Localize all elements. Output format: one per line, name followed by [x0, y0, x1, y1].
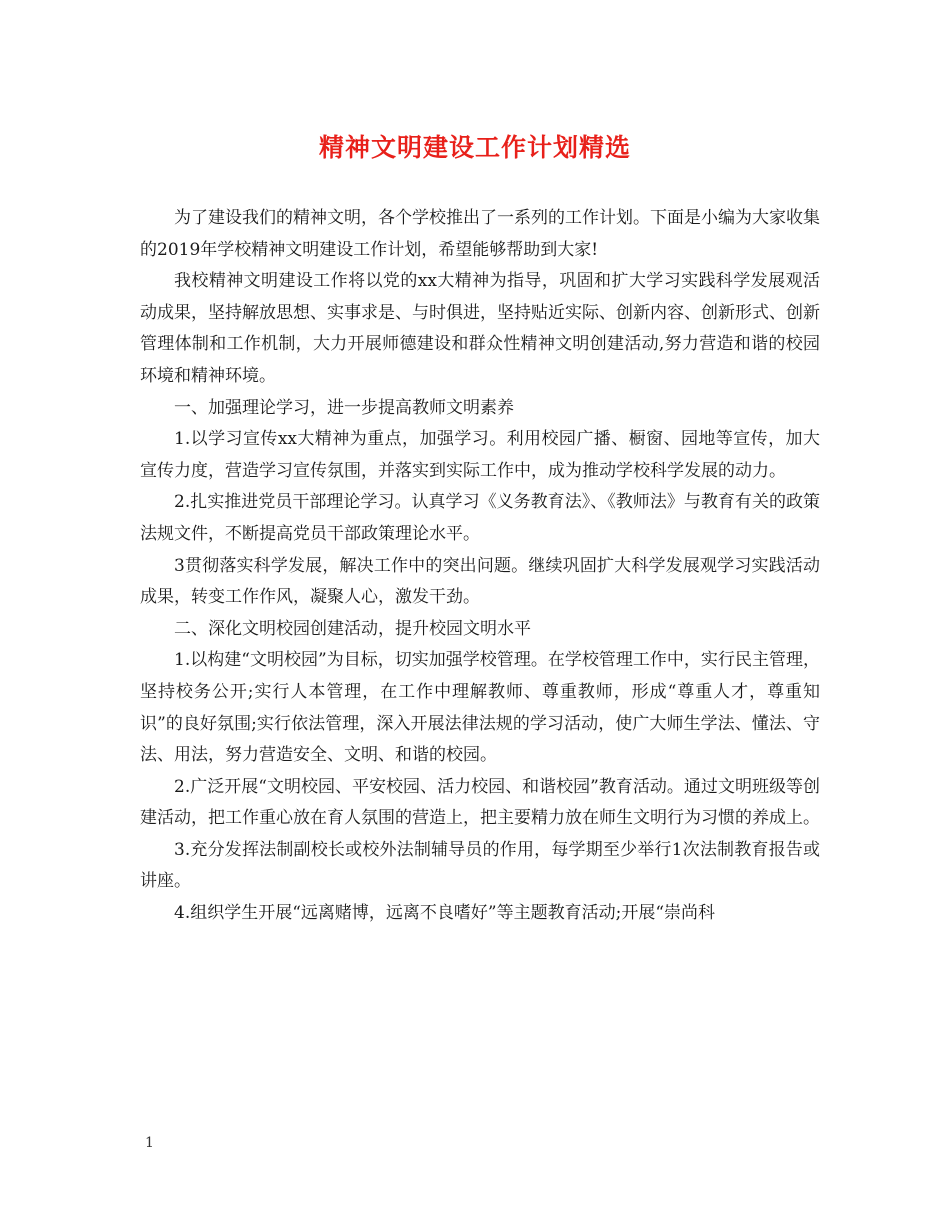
paragraph-item: 1.以学习宣传xx大精神为重点，加强学习。利用校园广播、橱窗、园地等宣传，加大宣传力度，营造学习宣传氛围，并落实到实际工作中，成为推动学校科学发展的动力。	[140, 429, 820, 481]
document-title: 精神文明建设工作计划精选	[318, 133, 631, 162]
paragraph-intro: 为了建设我们的精神文明，各个学校推出了一系列的工作计划。下面是小编为大家收集的2019年学校精神文明建设工作计划，希望能够帮助到大家!	[140, 208, 820, 260]
paragraph-item: 2.扎实推进党员干部理论学习。认真学习《义务教育法》、《教师法》与教育有关的政策法规文件，不断提高党员干部政策理论水平。	[140, 492, 820, 544]
document-body	[140, 203, 820, 930]
section-heading-2: 二、深化文明校园创建活动，提升校园文明水平	[174, 618, 531, 639]
paragraph-item: 3.充分发挥法制副校长或校外法制辅导员的作用，每学期至少举行1次法制教育报告或讲座。	[140, 839, 820, 892]
paragraph-item: 2.广泛开展“文明校园、平安校园、活力校园、和谐校园”教育活动。通过文明班级等创建活动，把工作重心放在育人氛围的营造上，把主要精力放在师生文明行为习惯的养成上。	[140, 776, 820, 829]
section-heading-1: 一、加强理论学习，进一步提高教师文明素养	[174, 397, 514, 418]
page-number: 1	[145, 1135, 154, 1151]
paragraph-item: 4.组织学生开展“远离赌博，远离不良嗜好”等主题教育活动;开展“崇尚科	[174, 903, 716, 924]
paragraph-overview: 我校精神文明建设工作将以党的xx大精神为指导，巩固和扩大学习实践科学发展观活动成果，坚持解放思想、实事求是、与时俱进，坚持贴近实际、创新内容、创新形式、创新管理体制和工作机制，大力开展师德建设和群众性精神文明创建活动,努力营造和谐的校园环境和精神环境。	[140, 271, 820, 386]
paragraph-item: 1.以构建“文明校园”为目标，切实加强学校管理。在学校管理工作中，实行民主管理，坚持校务公开;实行人本管理，在工作中理解教师、尊重教师，形成“尊重人才，尊重知识”的良好氛围;实行依法管理，深入开展法律法规的学习活动，使广大师生学法、懂法、守法、用法，努力营造安全、文明、和谐的校园。	[140, 650, 820, 766]
paragraph-item: 3贯彻落实科学发展，解决工作中的突出问题。继续巩固扩大科学发展观学习实践活动成果，转变工作作风，凝聚人心，激发干劲。	[140, 555, 820, 608]
